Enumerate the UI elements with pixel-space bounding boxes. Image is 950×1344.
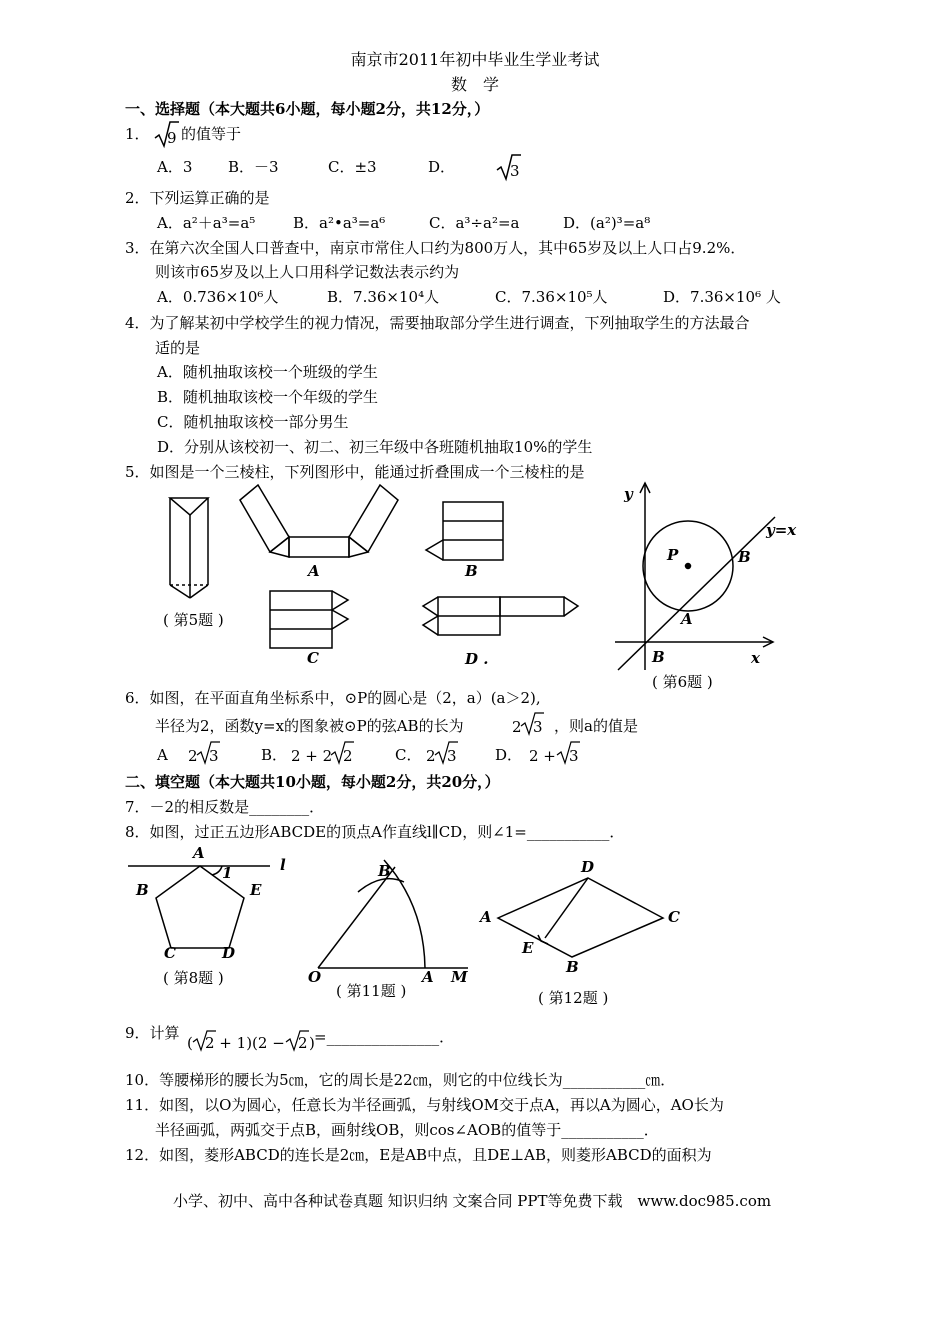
net-option-b: [426, 502, 503, 560]
q9-stem: 9．计算: [125, 1024, 180, 1042]
svg-text:): ): [309, 1034, 315, 1052]
q5-label-b: B: [465, 562, 478, 580]
net-option-a: [240, 485, 398, 557]
svg-text:2 + 2: 2 + 2: [291, 747, 333, 765]
q6-axis-x: x: [751, 649, 760, 667]
q1-option-c: C．±3: [328, 158, 377, 176]
q4-option-c: C．随机抽取该校一部分男生: [157, 413, 349, 431]
svg-text:3: 3: [209, 747, 219, 765]
svg-text:2 +: 2 +: [529, 747, 556, 765]
q11-construction-figure: [318, 860, 468, 968]
q6-line1: 6．如图，在平面直角坐标系中，⊙P的圆心是（2，a）(a＞2),: [125, 689, 541, 707]
svg-text:2: 2: [298, 1034, 308, 1052]
q3-option-a: A．0.736×10⁶人: [157, 288, 279, 306]
fig8-caption: ( 第8题 ): [163, 969, 224, 987]
q6-coordinate-figure: [615, 483, 775, 670]
svg-text:9: 9: [167, 129, 177, 147]
fig11-label-m: M: [451, 968, 468, 986]
svg-text:3: 3: [510, 162, 520, 180]
fig12-label-a: A: [480, 908, 492, 926]
q3-line1: 3．在第六次全国人口普查中，南京市常住人口约为800万人，其中65岁及以上人口占9.2%．: [125, 239, 746, 257]
q6-line-label: y=x: [766, 521, 797, 539]
sqrt3-expression: [497, 155, 521, 180]
triangular-prism-figure: [170, 498, 208, 598]
fig11-caption: ( 第11题 ): [336, 982, 407, 1000]
footer: 小学、初中、高中各种试卷真题 知识归纳 文案合同 PPT等免费下载 www.doc985.com: [173, 1192, 772, 1210]
q2-option-a: A．a²＋a³=a⁵: [157, 214, 256, 232]
svg-text:3: 3: [569, 747, 579, 765]
q10-text: 10．等腰梯形的腰长为5㎝，它的周长是22㎝，则它的中位线长为___________㎝．: [125, 1071, 676, 1089]
q1-option-a: A．3: [157, 158, 193, 176]
net-option-d: [423, 597, 578, 635]
q6-point-b-lower: B: [652, 648, 665, 666]
section1-heading: 一、选择题（本大题共6小题，每小题2分，共12分，）: [125, 100, 490, 118]
q6-option-b: B．: [261, 746, 288, 764]
q3-option-d: D．7.36×10⁶ 人: [663, 288, 781, 306]
q6-point-p: P: [667, 546, 679, 564]
q6-options-math: [188, 713, 580, 765]
q5-label-d: D .: [465, 650, 489, 668]
sqrt9-expression: [155, 122, 179, 147]
fig12-label-c: C: [668, 908, 680, 926]
q3-option-c: C．7.36×10⁵人: [495, 288, 608, 306]
q2-stem: 2．下列运算正确的是: [125, 189, 270, 207]
fig8-label-d: D: [222, 944, 236, 962]
q4-option-a: A．随机抽取该校一个班级的学生: [157, 363, 378, 381]
fig11-label-o: O: [308, 968, 322, 986]
q5-stem: 5．如图是一个三棱柱，下列图形中，能通过折叠围成一个三棱柱的是: [125, 463, 585, 481]
q6-line2b: ，则a的值是: [554, 717, 638, 735]
q6-option-c: C．: [395, 746, 422, 764]
svg-text:(: (: [187, 1034, 193, 1052]
q3-option-b: B．7.36×10⁴人: [327, 288, 440, 306]
fig8-label-e: E: [250, 881, 262, 899]
section2-heading: 二、填空题（本大题共10小题，每小题2分，共20分，）: [125, 773, 500, 791]
q5-caption: ( 第5题 ): [163, 611, 224, 629]
net-option-c: [270, 591, 348, 648]
svg-text:3: 3: [447, 747, 457, 765]
svg-text:2: 2: [343, 747, 353, 765]
q1-option-d: D．: [428, 158, 456, 176]
svg-text:2: 2: [426, 747, 436, 765]
q5-label-a: A: [308, 562, 320, 580]
q11-line2: 半径画弧，两弧交于点B，画射线OB，则cos∠AOB的值等于___________．: [155, 1121, 659, 1139]
fig12-caption: ( 第12题 ): [538, 989, 609, 1007]
fig11-label-b: B: [378, 862, 391, 880]
q6-axis-y: y: [624, 485, 633, 503]
q6-line2a: 半径为2，函数y=x的图象被⊙P的弦AB的长为: [155, 717, 464, 735]
q2-option-d: D．(a²)³=a⁸: [563, 214, 651, 232]
q5-label-c: C: [307, 649, 319, 667]
q3-line2: 则该市65岁及以上人口用科学记数法表示约为: [155, 263, 460, 281]
q4-line2: 适的是: [155, 339, 201, 357]
q11-line1: 11．如图，以O为圆心，任意长为半径画弧，与射线OM交于点A，再以A为圆心，AO长为: [125, 1096, 724, 1114]
q1-stem: 1．: [125, 125, 150, 143]
q6-point-b-upper: B: [738, 548, 751, 566]
q9-tail: =_______________．: [314, 1028, 455, 1046]
fig11-label-a: A: [422, 968, 434, 986]
q1-option-b: B．－3: [228, 158, 279, 176]
q6-option-d: D．: [495, 746, 523, 764]
q9-expression: [187, 1031, 315, 1052]
q2-option-b: B．a²•a³=a⁶: [293, 214, 386, 232]
q2-option-c: C．a³÷a²=a: [429, 214, 520, 232]
pentagon-figure: [128, 866, 270, 948]
q4-line1: 4．为了解某初中学校学生的视力情况，需要抽取部分学生进行调查，下列抽取学生的方法最合: [125, 314, 750, 332]
q8-text: 8．如图，过正五边形ABCDE的顶点A作直线l∥CD，则∠1=___________．: [125, 823, 625, 841]
q6-point-a: A: [681, 610, 693, 628]
svg-text:2: 2: [512, 718, 522, 736]
q4-option-b: B．随机抽取该校一个年级的学生: [157, 388, 379, 406]
fig8-label-l: l: [280, 856, 286, 874]
fig8-label-1: 1: [222, 864, 233, 882]
fig8-label-c: C: [164, 944, 176, 962]
fig12-label-b: B: [566, 958, 579, 976]
fig8-label-b: B: [136, 881, 149, 899]
q7-text: 7．－2的相反数是________．: [125, 798, 325, 816]
q4-option-d: D．分别从该校初一、初二、初三年级中各班随机抽取10%的学生: [157, 438, 593, 456]
exam-title: 南京市2011年初中毕业生学业考试: [350, 50, 600, 69]
svg-text:2 + 1)(2 −: 2 + 1)(2 −: [205, 1034, 285, 1052]
subject-title: 数 学: [450, 75, 499, 94]
fig12-label-d: D: [581, 858, 595, 876]
svg-text:2: 2: [188, 747, 198, 765]
q6-option-a: A: [157, 746, 168, 764]
svg-text:3: 3: [533, 718, 543, 736]
fig12-label-e: E: [522, 939, 534, 957]
q1-tail: 的值等于: [181, 125, 242, 143]
q12-text: 12．如图，菱形ABCD的连长是2㎝，E是AB中点，且DE⊥AB，则菱形ABCD的面积为: [125, 1146, 712, 1164]
q6-caption: ( 第6题 ): [652, 673, 713, 691]
fig8-label-a: A: [193, 844, 205, 862]
